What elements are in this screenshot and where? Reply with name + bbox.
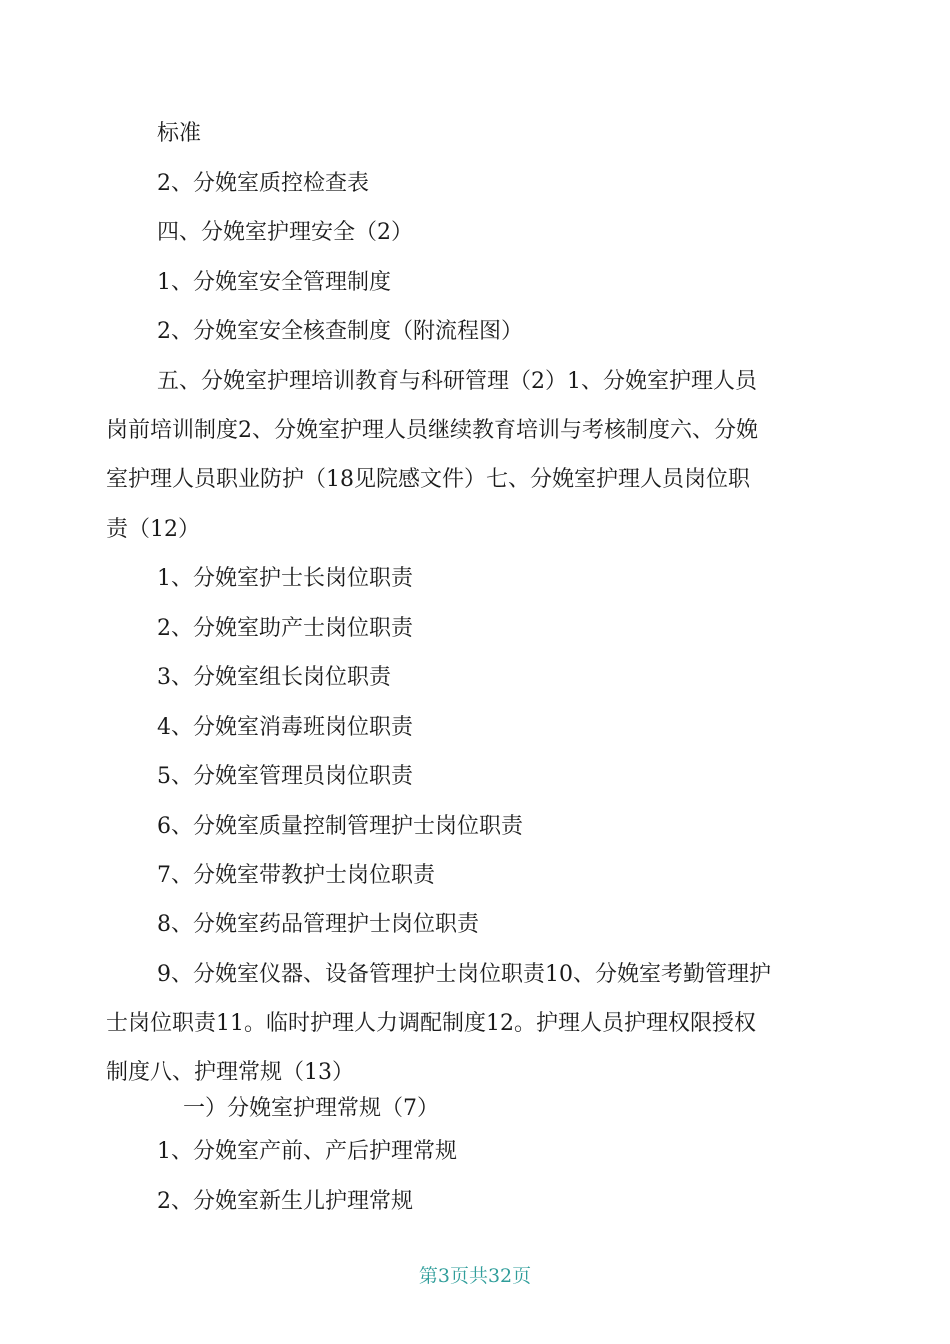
page-number-footer: 第3页共32页 — [418, 1265, 532, 1287]
text-line: 制度八、护理常规（13） — [106, 1060, 354, 1085]
text-line: 2、分娩室新生儿护理常规 — [157, 1189, 413, 1214]
text-line: 4、分娩室消毒班岗位职责 — [157, 715, 413, 740]
text-line: 1、分娩室产前、产后护理常规 — [157, 1139, 457, 1164]
text-line: 一）分娩室护理常规（7） — [183, 1096, 439, 1121]
text-line: 标准 — [157, 121, 202, 146]
text-line: 士岗位职责11。临时护理人力调配制度12。护理人员护理权限授权 — [106, 1011, 756, 1036]
text-line: 5、分娩室管理员岗位职责 — [157, 764, 413, 789]
text-line: 6、分娩室质量控制管理护士岗位职责 — [157, 814, 523, 839]
text-line: 3、分娩室组长岗位职责 — [157, 665, 391, 690]
text-line: 四、分娩室护理安全（2） — [157, 220, 413, 245]
text-line: 2、分娩室安全核查制度（附流程图） — [157, 319, 523, 344]
text-line: 2、分娩室质控检查表 — [157, 171, 369, 196]
text-line: 五、分娩室护理培训教育与科研管理（2）1、分娩室护理人员 — [157, 369, 757, 394]
text-line: 1、分娩室安全管理制度 — [157, 270, 391, 295]
text-line: 责（12） — [106, 517, 200, 542]
text-line: 岗前培训制度2、分娩室护理人员继续教育培训与考核制度六、分娩 — [106, 418, 758, 443]
text-line: 9、分娩室仪器、设备管理护士岗位职责10、分娩室考勤管理护 — [157, 962, 771, 987]
text-line: 2、分娩室助产士岗位职责 — [157, 616, 413, 641]
text-line: 8、分娩室药品管理护士岗位职责 — [157, 912, 479, 937]
text-line: 1、分娩室护士长岗位职责 — [157, 566, 413, 591]
text-line: 7、分娩室带教护士岗位职责 — [157, 863, 435, 888]
text-line: 室护理人员职业防护（18见院感文件）七、分娩室护理人员岗位职 — [106, 467, 750, 492]
